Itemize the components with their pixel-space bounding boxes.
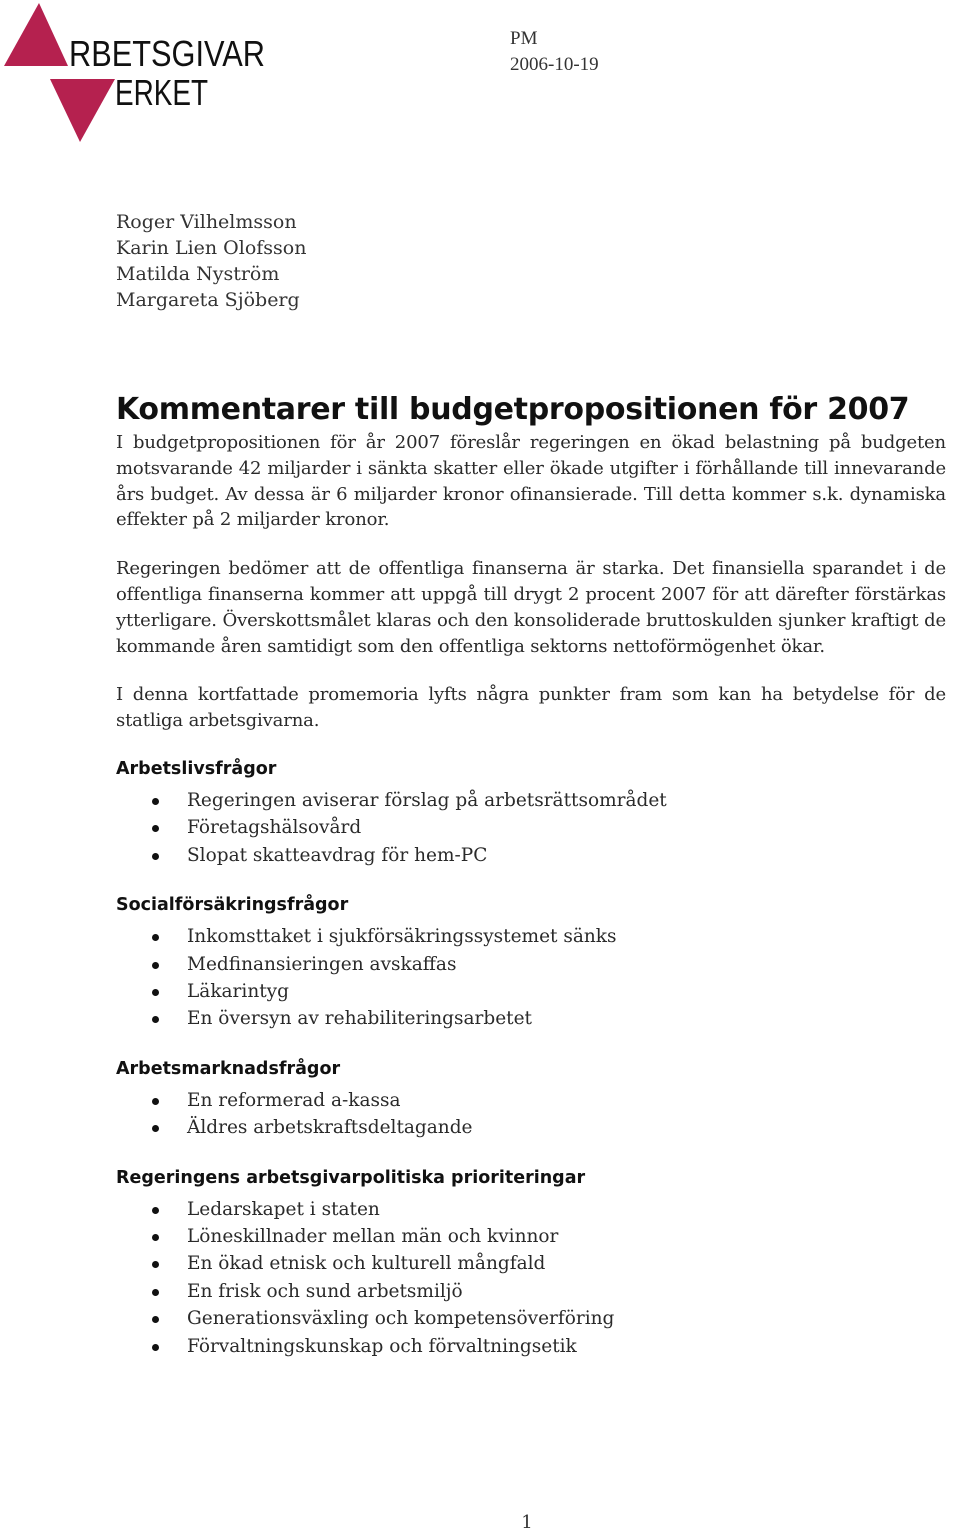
author: Karin Lien Olofsson — [116, 237, 307, 259]
arbetsgivarverket-logo — [0, 0, 280, 150]
finances-paragraph: Regeringen bedömer att de offentliga finanserna är starka. Det finansiella sparandet i de offentliga finanserna kommer att uppgå till drygt 2 procent 2007 för att därefter förstärkas ytterligare. Överskottsmålet klaras och den konsoliderade bruttoskulden sjunker kraftigt de kommande åren samtidigt som den offentliga sektorns nettoförmögenhet ökar. — [116, 558, 946, 657]
memo-date: 2006-10-19 — [510, 54, 599, 75]
list-item: Slopat skatteavdrag för hem-PC — [116, 842, 946, 869]
section-list-arbetslivsfragor — [116, 787, 946, 869]
author-list — [116, 209, 306, 313]
section-heading-socialforsakringsfragor: Socialförsäkringsfrågor — [116, 895, 349, 916]
bullet-icon — [152, 798, 159, 805]
list-item: Företagshälsovård — [116, 814, 946, 841]
bullet-icon — [152, 989, 159, 996]
section-list-arbetsmarknadsfragor — [116, 1087, 946, 1142]
bullet-icon — [152, 1261, 159, 1268]
list-item: Löneskillnader mellan män och kvinnor — [116, 1223, 946, 1250]
section-heading-arbetslivsfragor: Arbetslivsfrågor — [116, 758, 277, 779]
logo-upper-triangle — [4, 3, 68, 66]
list-item: Regeringen aviserar förslag på arbetsrättsområdet — [116, 787, 946, 814]
section-heading-prioriteringar: Regeringens arbetsgivarpolitiska prioriteringar — [116, 1167, 586, 1188]
intro-paragraph: I budgetpropositionen för år 2007 föreslår regeringen en ökad belastning på budgeten motsvarande 42 miljarder i sänkta skatter eller ökade utgifter i förhållande till innevarande års budget. Av dessa är 6 miljarder kronor ofinansierade. Till detta kommer s.k. dynamiska effekter på 2 miljarder kronor. — [116, 432, 946, 531]
list-item: Förvaltningskunskap och förvaltningsetik — [116, 1333, 946, 1360]
logo-line1: RBETSGIVAR — [69, 33, 265, 74]
list-item: Ledarskapet i staten — [116, 1196, 946, 1223]
bullet-icon — [152, 1125, 159, 1132]
memo-header — [510, 26, 599, 78]
document-title: Kommentarer till budgetpropositionen för 2007 — [116, 392, 910, 427]
bullet-icon — [152, 1316, 159, 1323]
logo-lower-triangle — [50, 79, 115, 142]
author: Margareta Sjöberg — [116, 289, 300, 311]
bullet-icon — [152, 1234, 159, 1241]
section-list-socialforsakringsfragor — [116, 923, 946, 1033]
bullet-icon — [152, 1344, 159, 1351]
document-body — [116, 390, 946, 1384]
memo-type: PM — [510, 28, 538, 49]
list-item: Medfinansieringen avskaffas — [116, 951, 946, 978]
bullet-icon — [152, 853, 159, 860]
bullet-icon — [152, 825, 159, 832]
author: Roger Vilhelmsson — [116, 211, 297, 233]
list-item: Äldres arbetskraftsdeltagande — [116, 1114, 946, 1141]
logo-graphic — [0, 0, 280, 150]
list-item: Generationsväxling och kompetensöverföring — [116, 1305, 946, 1332]
list-item: Inkomsttaket i sjukförsäkringssystemet sänks — [116, 923, 946, 950]
list-item: En frisk och sund arbetsmiljö — [116, 1278, 946, 1305]
list-item: En översyn av rehabiliteringsarbetet — [116, 1005, 946, 1032]
bullet-icon — [152, 934, 159, 941]
section-list-prioriteringar — [116, 1196, 946, 1360]
purpose-paragraph: I denna kortfattade promemoria lyfts några punkter fram som kan ha betydelse för de statliga arbetsgivarna. — [116, 684, 946, 732]
bullet-icon — [152, 1289, 159, 1296]
list-item: En reformerad a-kassa — [116, 1087, 946, 1114]
bullet-icon — [152, 1207, 159, 1214]
list-item: En ökad etnisk och kulturell mångfald — [116, 1250, 946, 1277]
page-number: 1 — [521, 1512, 533, 1533]
section-heading-arbetsmarknadsfragor: Arbetsmarknadsfrågor — [116, 1058, 341, 1079]
bullet-icon — [152, 962, 159, 969]
bullet-icon — [152, 1016, 159, 1023]
author: Matilda Nyström — [116, 263, 280, 285]
list-item: Läkarintyg — [116, 978, 946, 1005]
logo-line2: ERKET — [115, 72, 209, 113]
bullet-icon — [152, 1098, 159, 1105]
